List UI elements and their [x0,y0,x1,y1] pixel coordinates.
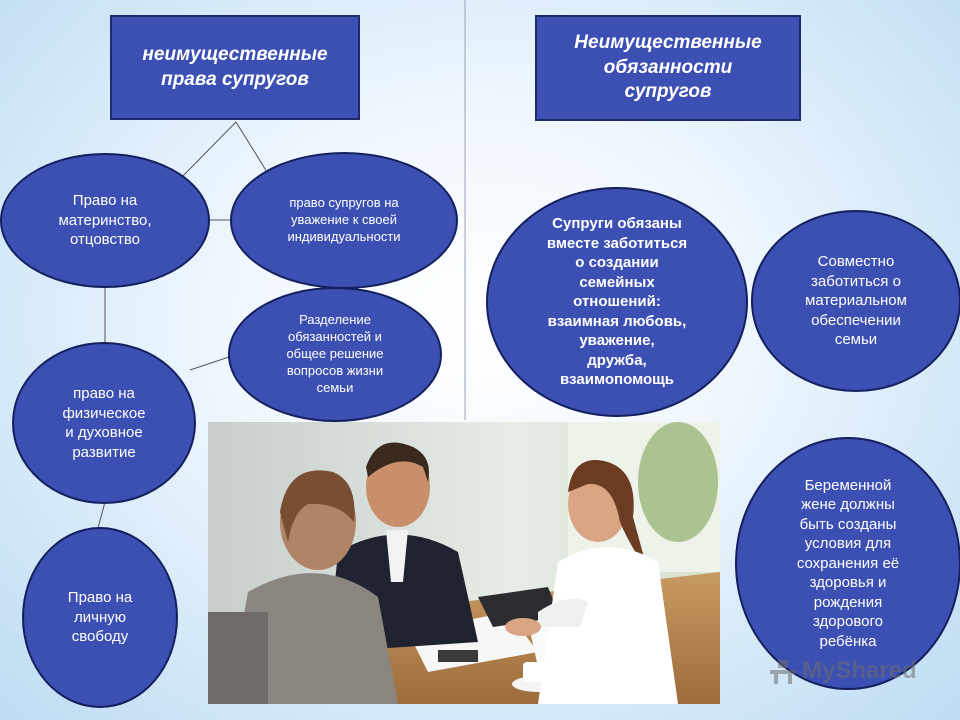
right-header-box: Неимущественные обязанности супругов [535,15,801,121]
office-meeting-photo [208,422,720,704]
right-respect-oval: право супругов на уважение к своей индивидуальности [230,152,458,289]
right-maternity-oval: Право на материнство, отцовство [0,153,210,288]
right-division-oval: Разделение обязанностей и общее решение вопросов жизни семьи [228,287,442,422]
right-freedom-oval: Право на личную свободу [22,527,178,708]
duty-relations-oval: Супруги обязаны вместе заботиться о создании семейных отношений: взаимная любовь, уважение, дружба, взаимопомощь [486,187,748,417]
myshared-watermark [768,656,917,686]
duty-pregnant-oval: Беременной жене должны быть созданы условия для сохранения её здоровья и рождения здорового ребёнка [735,437,960,690]
connector-development-to-division [190,356,232,370]
connector-header-to-maternity [176,122,236,183]
office-meeting-illustration [208,422,720,704]
connector-development-to-freedom [98,502,105,528]
duty-material-oval: Совместно заботиться о материальном обеспечении семьи [751,210,960,392]
right-development-oval: право на физическое и духовное развитие [12,342,196,504]
left-header-box: неимущественные права супругов [110,15,360,120]
watermark-text: MyShared [802,657,917,684]
podium-logo-icon [768,656,798,686]
